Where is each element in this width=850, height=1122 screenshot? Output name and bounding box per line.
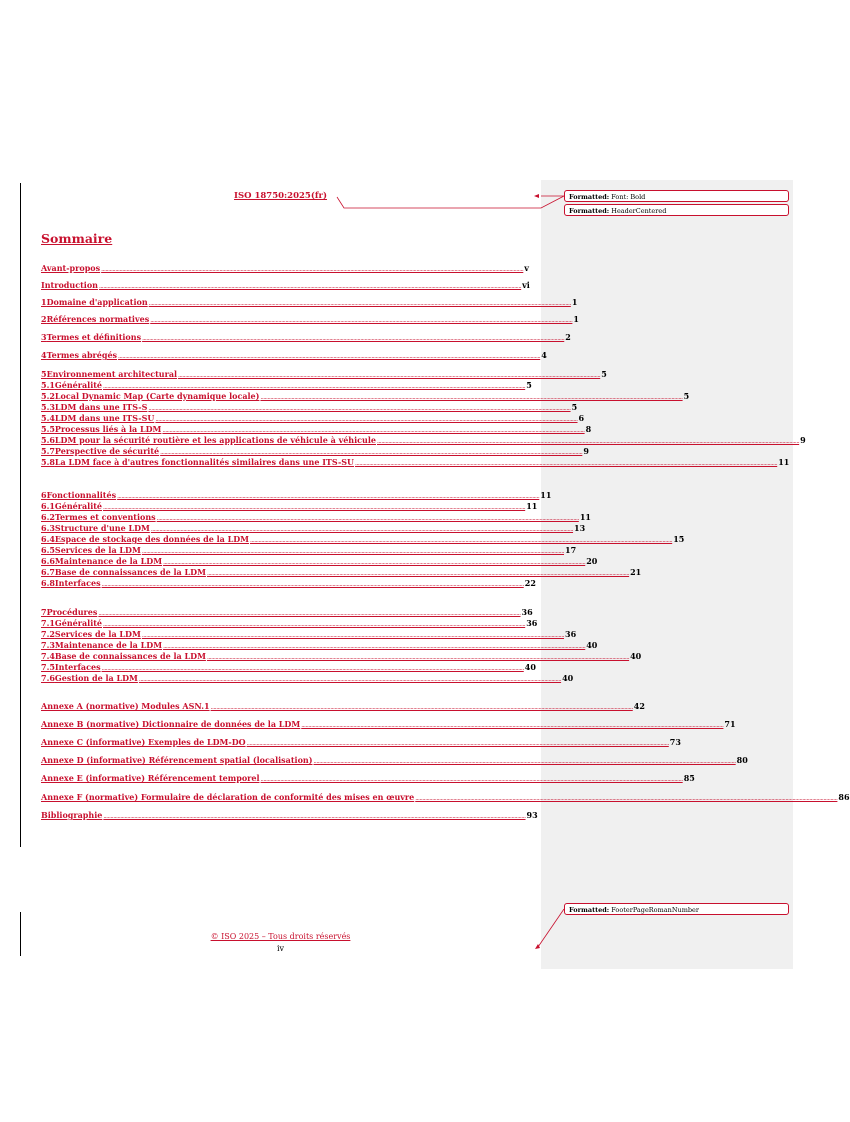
toc-leader-dots: ............................................................................................................................................................................................................................................................................................................ xyxy=(98,610,521,617)
toc-entry[interactable] xyxy=(41,413,585,423)
toc-entry-number: 5.4 xyxy=(41,413,55,423)
toc-leader-dots: ............................................................................................................................................................................................................................................................................................................ xyxy=(150,526,574,533)
toc-leader-dots: ............................................................................................................................................................................................................................................................................................................ xyxy=(117,493,540,500)
toc-entry[interactable] xyxy=(41,719,736,729)
toc-entry-number: 7.5 xyxy=(41,662,55,672)
toc-entry-number: 7.4 xyxy=(41,651,55,661)
toc-entry[interactable] xyxy=(41,490,552,500)
toc-entry-page: 6 xyxy=(578,413,585,423)
toc-entry[interactable] xyxy=(41,369,607,379)
toc-entry-page: 40 xyxy=(586,640,598,650)
toc-leader-dots: ............................................................................................................................................................................................................................................................................................................ xyxy=(162,427,585,434)
toc-entry-label: Services de la LDM xyxy=(54,629,141,639)
toc-entry[interactable] xyxy=(41,651,642,661)
toc-entry[interactable] xyxy=(41,640,598,650)
toc-entry[interactable] xyxy=(41,297,578,307)
toc-entry-number: 7.6 xyxy=(41,673,55,683)
toc-entry-page: v xyxy=(524,263,529,273)
toc-entry[interactable] xyxy=(41,512,591,522)
toc-entry-page: 5 xyxy=(683,391,690,401)
toc-entry-page: 40 xyxy=(524,662,536,672)
toc-entry-label: Références normatives xyxy=(46,314,150,324)
toc-entry-page: 13 xyxy=(574,523,586,533)
toc-entry-number: 5.7 xyxy=(41,446,55,456)
toc-entry[interactable] xyxy=(41,402,578,412)
toc-leader-dots: ............................................................................................................................................................................................................................................................................................................ xyxy=(376,438,800,445)
toc-leader-dots: ............................................................................................................................................................................................................................................................................................................ xyxy=(103,383,526,390)
toc-entry[interactable] xyxy=(41,578,536,588)
toc-leader-dots: ............................................................................................................................................................................................................................................................................................................ xyxy=(98,283,522,290)
toc-entry-page: 15 xyxy=(673,534,685,544)
toc-leader-dots: ............................................................................................................................................................................................................................................................................................................ xyxy=(103,621,526,628)
comment-label: Formatted: xyxy=(569,193,610,201)
toc-entry-page: 11 xyxy=(540,490,552,500)
toc-entry-number: 3 xyxy=(41,332,47,342)
toc-entry-label: LDM pour la sécurité routière et les applications de véhicule à véhicule xyxy=(54,435,376,445)
toc-leader-dots: ............................................................................................................................................................................................................................................................................................................ xyxy=(150,317,573,324)
toc-entry-page: 8 xyxy=(585,424,592,434)
toc-entry-page: 86 xyxy=(838,792,850,802)
toc-entry-page: 9 xyxy=(800,435,806,445)
toc-entry[interactable] xyxy=(41,263,529,273)
toc-entry[interactable] xyxy=(41,556,598,566)
toc-entry-page: 36 xyxy=(521,607,533,617)
toc-entry-page: 4 xyxy=(541,350,547,360)
toc-entry[interactable] xyxy=(41,737,681,747)
toc-entry-label: LDM dans une ITS-S xyxy=(54,402,148,412)
toc-entry-page: 5 xyxy=(571,402,578,412)
toc-leader-dots: ............................................................................................................................................................................................................................................................................................................ xyxy=(156,515,579,522)
toc-entry-label: Environnement architectural xyxy=(46,369,178,379)
toc-entry-label: Gestion de la LDM xyxy=(54,673,138,683)
toc-entry-number: 5 xyxy=(41,369,47,379)
toc-entry-label: Introduction xyxy=(41,280,98,290)
toc-entry-number: 6.8 xyxy=(41,578,55,588)
format-comment-font-bold[interactable] xyxy=(564,190,789,202)
toc-entry-label: Processus liés à la LDM xyxy=(54,424,162,434)
toc-entry[interactable] xyxy=(41,755,748,765)
toc-entry-label: Annexe A (normative) Modules ASN.1 xyxy=(41,701,210,711)
toc-leader-dots: ............................................................................................................................................................................................................................................................................................................ xyxy=(260,776,683,783)
toc-entry-label: Termes et définitions xyxy=(46,332,142,342)
footer-copyright: © ISO 2025 – Tous droits réservés xyxy=(210,932,351,941)
toc-entry-number: 2 xyxy=(41,314,47,324)
toc-entry-number: 6.1 xyxy=(41,501,55,511)
comment-value: Font: Bold xyxy=(611,193,646,201)
toc-entry-page: 1 xyxy=(571,297,578,307)
toc-entry-page: 1 xyxy=(573,314,579,324)
toc-entry[interactable] xyxy=(41,662,536,672)
footer-page-number: iv xyxy=(276,944,285,953)
toc-entry[interactable] xyxy=(41,332,571,342)
toc-entry[interactable] xyxy=(41,314,579,324)
toc-entry-number: 5.1 xyxy=(41,380,55,390)
toc-entry-label: Structure d'une LDM xyxy=(54,523,150,533)
toc-leader-dots: ............................................................................................................................................................................................................................................................................................................ xyxy=(355,460,778,467)
toc-entry-page: 20 xyxy=(586,556,598,566)
toc-entry-label: Annexe C (informative) Exemples de LDM-DO xyxy=(41,737,246,747)
comment-value: FooterPageRomanNumber xyxy=(611,906,699,914)
toc-entry[interactable] xyxy=(41,792,850,802)
toc-entry-page: 2 xyxy=(565,332,571,342)
toc-entry-page: vi xyxy=(522,280,530,290)
toc-entry-page: 5 xyxy=(601,369,607,379)
toc-leader-dots: ............................................................................................................................................................................................................................................................................................................ xyxy=(155,416,578,423)
toc-leader-dots: ............................................................................................................................................................................................................................................................................................................ xyxy=(250,537,673,544)
toc-entry-page: 36 xyxy=(565,629,577,639)
page-header: ISO 18750:2025(fr) xyxy=(233,191,328,201)
toc-entry-label: Maintenance de la LDM xyxy=(54,556,163,566)
toc-entry[interactable] xyxy=(41,618,538,628)
toc-entry-number: 5.2 xyxy=(41,391,55,401)
toc-leader-dots: ............................................................................................................................................................................................................................................................................................................ xyxy=(178,372,601,379)
toc-entry-number: 6.5 xyxy=(41,545,55,555)
toc-entry-number: 7 xyxy=(41,607,47,617)
toc-entry[interactable] xyxy=(41,567,642,577)
toc-entry[interactable] xyxy=(41,391,690,401)
toc-entry-number: 6.3 xyxy=(41,523,55,533)
toc-entry-label: Annexe F (normative) Formulaire de déclaration de conformité des mises en œuvre xyxy=(41,792,415,802)
toc-entry-number: 6.7 xyxy=(41,567,55,577)
toc-leader-dots: ............................................................................................................................................................................................................................................................................................................ xyxy=(141,548,565,555)
toc-leader-dots: ............................................................................................................................................................................................................................................................................................................ xyxy=(206,570,630,577)
toc-entry-label: Local Dynamic Map (Carte dynamique locale) xyxy=(54,391,260,401)
toc-entry-label: Termes abrégés xyxy=(46,350,118,360)
toc-entry-label: Bibliographie xyxy=(41,810,103,820)
toc-entry-number: 4 xyxy=(41,350,47,360)
toc-leader-dots: ............................................................................................................................................................................................................................................................................................................ xyxy=(101,665,524,672)
toc-entry-number: 7.2 xyxy=(41,629,55,639)
toc-entry-number: 6.2 xyxy=(41,512,55,522)
toc-entry-label: Avant-propos xyxy=(41,263,101,273)
toc-entry-label: Généralité xyxy=(54,618,103,628)
toc-entry-label: Fonctionnalités xyxy=(46,490,117,500)
toc-entry-page: 5 xyxy=(526,380,532,390)
toc-entry-page: 17 xyxy=(565,545,577,555)
toc-entry-page: 40 xyxy=(630,651,642,661)
toc-entry-page: 9 xyxy=(583,446,589,456)
toc-entry-label: Interfaces xyxy=(54,578,101,588)
toc-entry-page: 21 xyxy=(630,567,642,577)
toc-entry-label: La LDM face à d'autres fonctionnalités similaires dans une ITS-SU xyxy=(54,457,355,467)
toc-leader-dots: ............................................................................................................................................................................................................................................................................................................ xyxy=(246,740,669,747)
format-comment-header-centered[interactable] xyxy=(564,204,789,216)
toc-entry-page: 85 xyxy=(683,773,695,783)
toc-entry-label: Base de connaissances de la LDM xyxy=(54,651,206,661)
toc-entry[interactable] xyxy=(41,607,533,617)
toc-entry-number: 6.4 xyxy=(41,534,55,544)
toc-entry-number: 5.8 xyxy=(41,457,55,467)
toc-entry[interactable] xyxy=(41,435,806,445)
toc-entry-page: 22 xyxy=(524,578,536,588)
toc-leader-dots: ............................................................................................................................................................................................................................................................................................................ xyxy=(142,335,565,342)
toc-entry[interactable] xyxy=(41,523,586,533)
toc-leader-dots: ............................................................................................................................................................................................................................................................................................................ xyxy=(260,394,683,401)
toc-entry-label: Annexe B (normative) Dictionnaire de données de la LDM xyxy=(41,719,301,729)
toc-entry-label: Maintenance de la LDM xyxy=(54,640,163,650)
toc-entry-number: 5.6 xyxy=(41,435,55,445)
toc-entry-number: 5.5 xyxy=(41,424,55,434)
toc-entry[interactable] xyxy=(41,545,577,555)
toc-entry-label: Annexe E (informative) Référencement temporel xyxy=(41,773,260,783)
toc-entry-number: 6.6 xyxy=(41,556,55,566)
toc-entry-label: LDM dans une ITS-SU xyxy=(54,413,155,423)
toc-entry-page: 93 xyxy=(526,810,538,820)
toc-entry-page: 42 xyxy=(633,701,645,711)
toc-entry-page: 80 xyxy=(736,755,748,765)
toc-leader-dots: ............................................................................................................................................................................................................................................................................................................ xyxy=(313,758,736,765)
toc-entry[interactable] xyxy=(41,810,538,820)
toc-leader-dots: ............................................................................................................................................................................................................................................................................................................ xyxy=(103,504,526,511)
toc-entry-label: Interfaces xyxy=(54,662,101,672)
format-comment-footer-roman[interactable] xyxy=(564,903,789,915)
toc-leader-dots: ............................................................................................................................................................................................................................................................................................................ xyxy=(206,654,630,661)
toc-entry-page: 40 xyxy=(562,673,574,683)
comment-label: Formatted: xyxy=(569,207,610,215)
toc-entry-page: 11 xyxy=(526,501,538,511)
toc-leader-dots: ............................................................................................................................................................................................................................................................................................................ xyxy=(148,300,571,307)
toc-entry-page: 73 xyxy=(669,737,681,747)
toc-entry[interactable] xyxy=(41,457,790,467)
toc-entry[interactable] xyxy=(41,673,574,683)
toc-leader-dots: ............................................................................................................................................................................................................................................................................................................ xyxy=(101,266,524,273)
toc-leader-dots: ............................................................................................................................................................................................................................................................................................................ xyxy=(103,813,526,820)
change-bar-top xyxy=(20,183,21,847)
toc-entry-number: 6 xyxy=(41,490,47,500)
toc-leader-dots: ............................................................................................................................................................................................................................................................................................................ xyxy=(415,795,838,802)
toc-leader-dots: ............................................................................................................................................................................................................................................................................................................ xyxy=(118,353,541,360)
toc-entry-label: Domaine d'application xyxy=(46,297,148,307)
toc-entry-page: 11 xyxy=(778,457,790,467)
toc-entry[interactable] xyxy=(41,446,589,456)
toc-entry-number: 7.1 xyxy=(41,618,55,628)
toc-leader-dots: ............................................................................................................................................................................................................................................................................................................ xyxy=(301,722,724,729)
toc-leader-dots: ............................................................................................................................................................................................................................................................................................................ xyxy=(160,449,583,456)
toc-entry[interactable] xyxy=(41,773,695,783)
toc-entry[interactable] xyxy=(41,280,530,290)
toc-entry-number: 5.3 xyxy=(41,402,55,412)
toc-entry-page: 36 xyxy=(526,618,538,628)
toc-entry[interactable] xyxy=(41,629,577,639)
toc-entry-number: 7.3 xyxy=(41,640,55,650)
toc-leader-dots: ............................................................................................................................................................................................................................................................................................................ xyxy=(148,405,571,412)
toc-entry-label: Services de la LDM xyxy=(54,545,141,555)
comment-value: HeaderCentered xyxy=(611,207,667,215)
toc-leader-dots: ............................................................................................................................................................................................................................................................................................................ xyxy=(101,581,524,588)
toc-entry[interactable] xyxy=(41,424,592,434)
toc-entry[interactable] xyxy=(41,501,538,511)
toc-entry[interactable] xyxy=(41,534,685,544)
toc-entry-number: 1 xyxy=(41,297,47,307)
toc-entry[interactable] xyxy=(41,380,532,390)
comment-label: Formatted: xyxy=(569,906,610,914)
toc-entry-page: 11 xyxy=(579,512,591,522)
toc-entry-label: Termes et conventions xyxy=(54,512,156,522)
toc-entry-label: Base de connaissances de la LDM xyxy=(54,567,206,577)
toc-entry-label: Espace de stockage des données de la LDM xyxy=(54,534,250,544)
toc-entry[interactable] xyxy=(41,350,547,360)
toc-leader-dots: ............................................................................................................................................................................................................................................................................................................ xyxy=(138,676,562,683)
toc-entry-label: Procédures xyxy=(46,607,98,617)
toc-entry-label: Généralité xyxy=(54,501,103,511)
toc-entry-label: Généralité xyxy=(54,380,103,390)
toc-leader-dots: ............................................................................................................................................................................................................................................................................................................ xyxy=(163,643,586,650)
toc-entry-label: Perspective de sécurité xyxy=(54,446,160,456)
toc-leader-dots: ............................................................................................................................................................................................................................................................................................................ xyxy=(210,704,633,711)
toc-entry[interactable] xyxy=(41,701,645,711)
toc-title: Sommaire xyxy=(41,231,113,246)
toc-entry-page: 71 xyxy=(724,719,736,729)
toc-leader-dots: ............................................................................................................................................................................................................................................................................................................ xyxy=(141,632,565,639)
toc-leader-dots: ............................................................................................................................................................................................................................................................................................................ xyxy=(163,559,586,566)
toc-entry-label: Annexe D (informative) Référencement spatial (localisation) xyxy=(41,755,313,765)
